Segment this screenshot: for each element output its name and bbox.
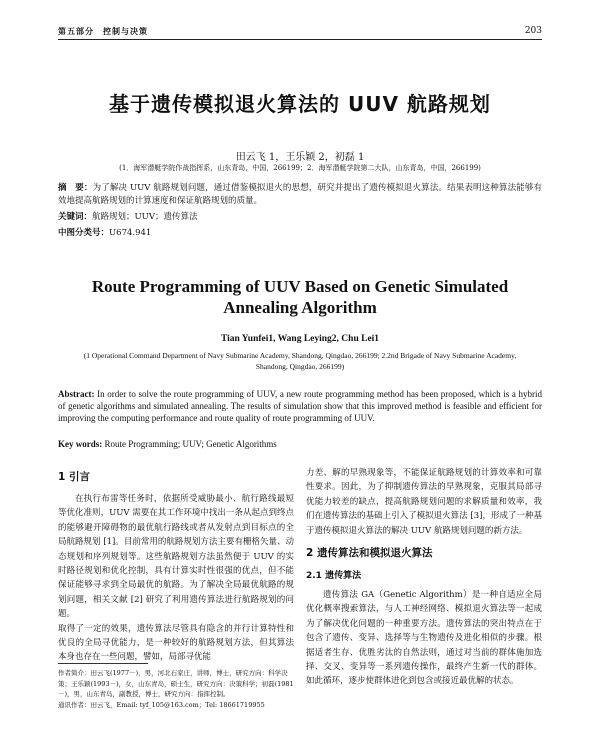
running-head [58, 26, 542, 40]
chinese-abstract [58, 182, 542, 208]
author-footnote [58, 668, 294, 710]
section-2-heading: 2 遗传算法和模拟退火算法 [306, 547, 433, 560]
english-keywords-label: Key words: [58, 439, 103, 449]
intro-paragraph: 在执行布雷等任务时，依据所受威胁最小、航行路线最短等优化准则，UUV 需要在其工作环境中找出一条从起点到终点的能够避开障碍物的最优航行路线或者从发射点到目标点的全局航路规划 [1]。目前常用的航路规划方法主要有栅格矢量、动态规划和序列规划等。这些航路规划方法虽然便于 UUV 的实时路径规划和优化控制，具有计算实时性很强的优点，但不能保证能够寻求到全局最优的航路。为了解决全局最优航路的规划问题，相关文献 [2] 研究了利用遗传算法进行航路规划的问题。 [58, 494, 294, 620]
english-abstract-text: In order to solve the route programming of UUV, a new route programming method has been proposed, which is a hybrid of genetic algorithms and simulated annealing. The results of simulation show that this improved method is feasible and efficient for improving the computing performance and route quality of route programming of UUV. [58, 389, 543, 424]
english-affiliation: (1 Operational Command Department of Navy Submarine Academy, Shandong, Qingdao, 266199; 2.2nd Brigade of Navy Submarine Academy, Shandong, Qingdao, 266199) [83, 351, 517, 371]
chinese-abstract-text: 为了解决 UUV 航路规划问题，通过借鉴模拟退火的思想，研究并提出了遗传模拟退火算法。结果表明这种算法能够有效地提高航路规划的计算速度和保证航路规划的质量。 [58, 183, 542, 206]
english-title: Route Programming of UUV Based on Genetic Simulated Annealing Algorithm [91, 277, 509, 317]
left-column [58, 466, 294, 665]
section-2-1-heading: 2.1 遗传算法 [306, 571, 362, 582]
right-column [306, 466, 542, 689]
footnote-rule [58, 663, 148, 664]
classification-text: U674.941 [109, 228, 152, 238]
footnote-contact: 通讯作者：田云飞，Email: tyf_105@163.com；Tel: 18661719955 [58, 700, 265, 709]
chinese-affiliation: (1．海军潜艇学院作战指挥系，山东青岛，中国，266199；2．海军潜艇学院第二大队，山东青岛，中国，266199) [119, 164, 481, 172]
chinese-keywords-label: 关键词： [58, 212, 93, 222]
english-abstract [58, 388, 542, 425]
chinese-authors: 田云飞 1，王乐颖 2，初磊 1 [235, 152, 365, 163]
english-authors: Tian Yunfei1, Wang Leying2, Chu Lei1 [220, 334, 380, 344]
intro-continuation: 力差、解的早熟现象等，不能保证航路规划的计算效率和可靠性要求。因此，为了抑制遗传算法的早熟现象，克服其局部寻优能力较差的缺点，提高航路规划问题的求解质量和效率，我们在遗传算法的基础上引入了模拟退火算法 [3]，形成了一种基于遗传模拟退火算法的解决 UUV 航路规划问题的新方法。 [306, 468, 542, 536]
chinese-keywords [58, 211, 542, 224]
chinese-title: 基于遗传模拟退火算法的 UUV 航路规划 [109, 92, 491, 116]
page-number: 203 [524, 26, 542, 36]
chinese-keywords-text: 航路规划；UUV；遗传算法 [92, 212, 198, 222]
footnote-author-info: 作者简介：田云飞(1977－)，男，河北石家庄，讲师，博士，研究方向：科学决策；王乐颖(1993－)，女，山东青岛，硕士生，研究方向：决策科学；初磊(1981－)，男，山东青岛，副教授，博士，研究方向：指挥控制。 [58, 669, 294, 698]
english-abstract-label: Abstract: [58, 389, 95, 399]
running-head-section: 第五部分 控制与决策 [58, 26, 148, 36]
header-rule [58, 39, 542, 40]
chinese-abstract-label: 摘 要： [58, 183, 93, 193]
classification-label: 中图分类号： [58, 228, 110, 238]
english-keywords-text: Route Programming; UUV; Genetic Algorithms [104, 439, 277, 449]
section-2-1-paragraph: 遗传算法 GA（Genetic Algorithm）是一种自适应全局优化概率搜索算法，与人工神经网络、模拟退火算法等一起成为了解决优化问题的一种重要方法。遗传算法的突出特点在于包含了遗传、变异、选择等与生物遗传及进化相似的步骤。根据适者生存、优胜劣汰的自然法则，通过对当前的群体施加选择、交叉、变异等一系列遗传操作，最终产生新一代的群体。如此循环，逐步使群体进化到包含或接近最优解的状态。 [306, 590, 542, 687]
classification-number [58, 227, 542, 240]
section-1-heading: 1 引言 [58, 471, 90, 483]
english-keywords [58, 438, 542, 450]
intro-paragraph-2: 取得了一定的效果，遗传算法尽管具有隐含的并行计算特性和优良的全局寻优能力，是一种较好的航路规划方法，但其算法本身也存在一些问题，譬如，局部寻优能 [58, 623, 294, 663]
